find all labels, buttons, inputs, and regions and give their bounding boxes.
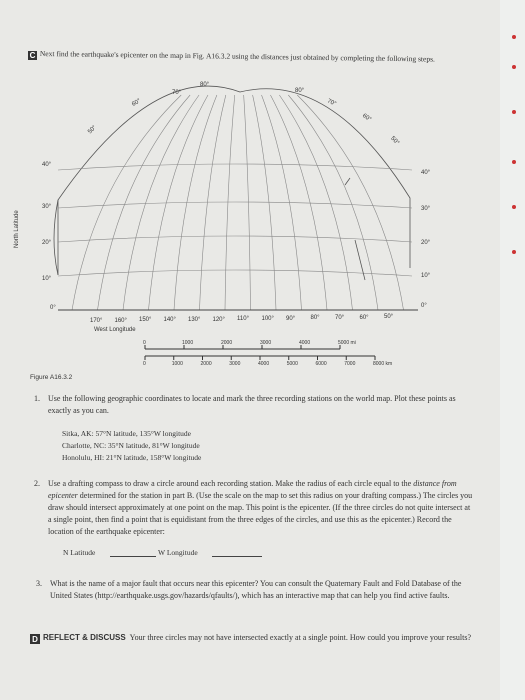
item-1-text: Use the following geographic coordinates to locate and mark the three recording stations on the world map. Plot these points as exactly as you can. [48, 394, 456, 415]
w-longitude-label: W Longitude [158, 548, 198, 557]
part-c-instruction: Next find the earthquake's epicenter on the map in Fig. A16.3.2 using the distances just obtained by completing the following steps. [39, 48, 435, 64]
station-honolulu: Honolulu, HI: 21°N latitude, 158°W longitude [62, 453, 202, 462]
scale-label-km: 6000 [315, 361, 327, 367]
parallel-line [58, 202, 412, 208]
scale-label-km: 1000 [171, 361, 183, 367]
parallel-line [58, 270, 412, 276]
scale-label-km: 7000 [344, 361, 356, 367]
background-dot [512, 35, 516, 39]
scale-label-mi: 1000 [182, 340, 194, 346]
longitude-label: 160° [114, 317, 127, 324]
arc-label: 70° [326, 98, 337, 108]
map-left-edge [54, 200, 58, 275]
meridian-line [297, 95, 403, 310]
lat-label-left: 0° [50, 305, 56, 311]
background-dot [512, 160, 516, 164]
scale-label-km: 8000 km [373, 361, 393, 367]
scale-label-km: 4000 [258, 361, 270, 367]
scale-label-mi: 2000 [221, 340, 233, 346]
lat-label-right: 20° [421, 240, 431, 246]
background-dot [512, 250, 516, 254]
lat-label-left: 40° [42, 162, 52, 168]
lat-label-right: 10° [421, 273, 431, 279]
lat-label-right: 0° [421, 303, 427, 309]
fault-mark [345, 178, 350, 185]
item-3-text: What is the name of a major fault that occurs near this epicenter? You can consult the Quaternary Fault and Fold Database of the United States (http://earthquake.usgs.gov/hazards/qfaults/), which has an interactive map that can help you find active faults. [50, 579, 462, 600]
scale-label-mi: 3000 [260, 340, 272, 346]
scale-label-mi: 4000 [299, 340, 311, 346]
longitude-label: 60° [359, 314, 369, 321]
longitude-label: 110° [237, 316, 249, 323]
part-d-text: REFLECT & DISCUSS Your three circles may not have intersected exactly at a single point. How could you improve your results? [43, 633, 471, 642]
background-dot [512, 205, 516, 209]
scale-label-mi: 0 [143, 340, 146, 346]
lat-label-left: 30° [42, 204, 52, 210]
arc-label: 50° [87, 124, 98, 136]
w-longitude-blank[interactable] [212, 556, 262, 557]
station-sitka: Sitka, AK: 57°N latitude, 135°W longitude [62, 429, 191, 438]
meridian-line [200, 95, 226, 310]
part-c-badge: C [29, 51, 36, 60]
longitude-label: 120° [212, 316, 225, 323]
parallel-line [58, 236, 412, 242]
n-latitude-blank[interactable] [110, 556, 156, 557]
item-3-number: 3. [36, 579, 42, 588]
scale-label-km: 0 [143, 361, 146, 367]
longitude-label: 90° [286, 315, 296, 322]
meridian-line [225, 95, 235, 310]
longitude-label: 70° [335, 315, 345, 321]
west-longitude-label: West Longitude [94, 327, 136, 333]
longitude-label: 170° [90, 318, 103, 324]
longitude-label: 100° [261, 315, 274, 322]
lat-label-left: 10° [42, 276, 52, 282]
lat-label-left: 20° [42, 240, 52, 246]
figure-caption: Figure A16.3.2 [30, 374, 73, 381]
scale-label-km: 2000 [200, 361, 212, 367]
background-dot [512, 110, 516, 114]
background-dot [512, 65, 516, 69]
lat-label-right: 30° [421, 206, 431, 212]
longitude-label: 130° [188, 316, 201, 323]
background-strip [500, 0, 525, 700]
arc-label: 50° [389, 135, 400, 147]
station-charlotte: Charlotte, NC: 35°N latitude, 81°W longitude [62, 441, 200, 450]
longitude-label: 150° [139, 317, 152, 324]
n-latitude-label: N Latitude [63, 548, 96, 557]
longitude-label: 140° [163, 317, 176, 324]
arc-label: 70° [172, 90, 182, 96]
meridian-line [244, 95, 251, 310]
arc-label: 60° [131, 98, 142, 108]
arc-label: 80° [200, 82, 210, 88]
scale-label-km: 3000 [229, 361, 241, 367]
longitude-label: 80° [310, 315, 320, 322]
north-latitude-label: North Latitude [14, 210, 20, 248]
parallel-line [58, 164, 412, 170]
lat-label-right: 40° [421, 170, 431, 176]
item-2-number: 2. [34, 479, 40, 488]
arc-label: 60° [361, 112, 372, 124]
item-2-text: Use a drafting compass to draw a circle around each recording station. Make the radius of each circle equal to the distance from epicenter determined for the station in part B. (Use the scale on the map to set this radius on your drafting compass.) The circles you draw should intersect approximately at one point on the map. This point is the epicenter. (If the three circles do not quite intersect at a single point, then find a point that is equidistant from the three edges of the circles, and use this as the epicenter.) Record the location of the earthquake epicenter: [48, 479, 473, 536]
part-d-badge: D [30, 634, 40, 644]
fault-mark [355, 240, 365, 280]
arc-label: 80° [295, 88, 305, 94]
item-1-number: 1. [34, 394, 40, 403]
longitude-label: 50° [384, 314, 394, 321]
scale-label-mi: 5000 mi [338, 340, 356, 346]
scale-label-km: 5000 [286, 361, 298, 367]
